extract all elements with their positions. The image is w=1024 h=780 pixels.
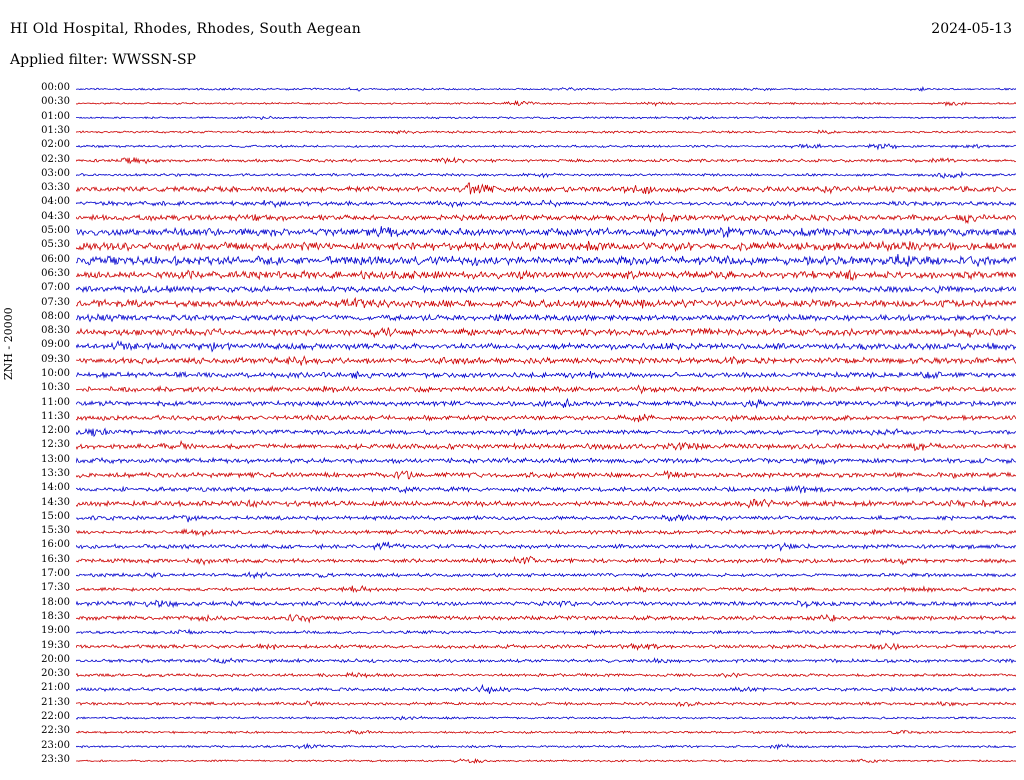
time-tick-label: 10:30 xyxy=(41,382,70,394)
seismic-trace xyxy=(76,328,1016,338)
seismic-trace xyxy=(76,87,1016,91)
time-tick-label: 16:30 xyxy=(41,553,70,565)
seismic-trace xyxy=(76,658,1016,663)
time-tick-label: 11:00 xyxy=(41,396,70,408)
time-tick-label: 00:00 xyxy=(41,82,70,94)
seismic-trace xyxy=(76,116,1016,119)
time-tick-label: 18:00 xyxy=(41,596,70,608)
time-tick-label: 04:30 xyxy=(41,210,70,222)
time-tick-label: 02:30 xyxy=(41,153,70,165)
time-tick-label: 13:00 xyxy=(41,453,70,465)
time-tick-label: 12:00 xyxy=(41,425,70,437)
seismic-trace xyxy=(76,286,1016,293)
time-tick-label: 21:30 xyxy=(41,696,70,708)
time-tick-label: 17:00 xyxy=(41,568,70,580)
seismic-trace xyxy=(76,441,1016,450)
seismic-trace xyxy=(76,685,1016,694)
seismic-trace xyxy=(76,298,1016,308)
seismic-trace xyxy=(76,542,1016,551)
seismic-trace xyxy=(76,371,1016,379)
seismic-trace xyxy=(76,386,1016,394)
seismic-trace xyxy=(76,254,1016,267)
time-tick-label: 06:30 xyxy=(41,267,70,279)
seismic-trace xyxy=(76,630,1016,635)
seismic-trace xyxy=(76,615,1016,622)
time-tick-label: 08:30 xyxy=(41,325,70,337)
time-tick-label: 12:30 xyxy=(41,439,70,451)
time-tick-label: 05:30 xyxy=(41,239,70,251)
seismic-trace xyxy=(76,429,1016,437)
trace-canvas xyxy=(76,82,1016,768)
time-tick-label: 00:30 xyxy=(41,96,70,108)
seismic-trace xyxy=(76,673,1016,678)
seismic-trace xyxy=(76,486,1016,493)
time-tick-label: 16:00 xyxy=(41,539,70,551)
seismic-trace xyxy=(76,200,1016,207)
time-tick-label: 19:00 xyxy=(41,625,70,637)
time-tick-label: 05:00 xyxy=(41,225,70,237)
time-tick-label: 02:00 xyxy=(41,139,70,151)
seismic-trace xyxy=(76,716,1016,719)
time-tick-label: 01:30 xyxy=(41,125,70,137)
seismic-trace xyxy=(76,101,1016,106)
seismic-trace xyxy=(76,241,1016,251)
applied-filter-label: Applied filter: WWSSN-SP xyxy=(10,52,196,68)
seismic-trace xyxy=(76,341,1016,351)
time-tick-label: 11:30 xyxy=(41,410,70,422)
seismic-trace xyxy=(76,183,1016,194)
seismic-trace xyxy=(76,730,1016,734)
time-tick-label: 03:00 xyxy=(41,167,70,179)
seismic-trace xyxy=(76,759,1016,763)
time-tick-label: 03:30 xyxy=(41,182,70,194)
seismic-trace xyxy=(76,586,1016,592)
time-tick-label: 15:30 xyxy=(41,525,70,537)
time-tick-label: 15:00 xyxy=(41,510,70,522)
seismic-trace xyxy=(76,471,1016,479)
time-tick-label: 10:00 xyxy=(41,367,70,379)
record-date: 2024-05-13 xyxy=(931,21,1012,37)
time-axis-tick-labels xyxy=(0,82,76,768)
time-tick-label: 13:30 xyxy=(41,468,70,480)
seismic-trace xyxy=(76,226,1016,237)
seismic-trace xyxy=(76,214,1016,223)
seismic-trace xyxy=(76,130,1016,134)
time-tick-label: 14:30 xyxy=(41,496,70,508)
time-tick-label: 20:30 xyxy=(41,668,70,680)
time-tick-label: 22:30 xyxy=(41,725,70,737)
time-tick-label: 09:00 xyxy=(41,339,70,351)
seismic-trace xyxy=(76,172,1016,178)
seismic-trace xyxy=(76,270,1016,280)
time-tick-label: 01:00 xyxy=(41,110,70,122)
time-tick-label: 23:30 xyxy=(41,753,70,765)
page-title: HI Old Hospital, Rhodes, Rhodes, South Aegean xyxy=(10,21,361,37)
y-axis-label: ZNH - 20000 xyxy=(2,307,15,380)
seismic-trace xyxy=(76,556,1016,564)
seismic-trace xyxy=(76,499,1016,507)
seismic-trace xyxy=(76,644,1016,650)
time-tick-label: 09:30 xyxy=(41,353,70,365)
seismic-trace xyxy=(76,158,1016,164)
time-tick-label: 18:30 xyxy=(41,610,70,622)
time-tick-label: 19:30 xyxy=(41,639,70,651)
seismic-trace xyxy=(76,515,1016,522)
time-tick-label: 17:30 xyxy=(41,582,70,594)
time-tick-label: 14:00 xyxy=(41,482,70,494)
time-tick-label: 07:00 xyxy=(41,282,70,294)
seismic-trace xyxy=(76,701,1016,706)
seismic-trace xyxy=(76,399,1016,408)
time-tick-label: 21:00 xyxy=(41,682,70,694)
time-tick-label: 23:00 xyxy=(41,739,70,751)
seismic-trace xyxy=(76,458,1016,464)
seismic-trace xyxy=(76,600,1016,607)
seismic-trace xyxy=(76,530,1016,536)
seismic-trace xyxy=(76,744,1016,749)
time-tick-label: 20:00 xyxy=(41,653,70,665)
time-tick-label: 08:00 xyxy=(41,310,70,322)
time-tick-label: 22:00 xyxy=(41,710,70,722)
time-tick-label: 07:30 xyxy=(41,296,70,308)
seismic-trace xyxy=(76,314,1016,321)
seismic-trace xyxy=(76,414,1016,422)
seismic-trace xyxy=(76,356,1016,365)
seismic-trace xyxy=(76,144,1016,149)
helicorder-plot xyxy=(76,82,1016,768)
time-tick-label: 04:00 xyxy=(41,196,70,208)
seismic-trace xyxy=(76,572,1016,578)
time-tick-label: 06:00 xyxy=(41,253,70,265)
